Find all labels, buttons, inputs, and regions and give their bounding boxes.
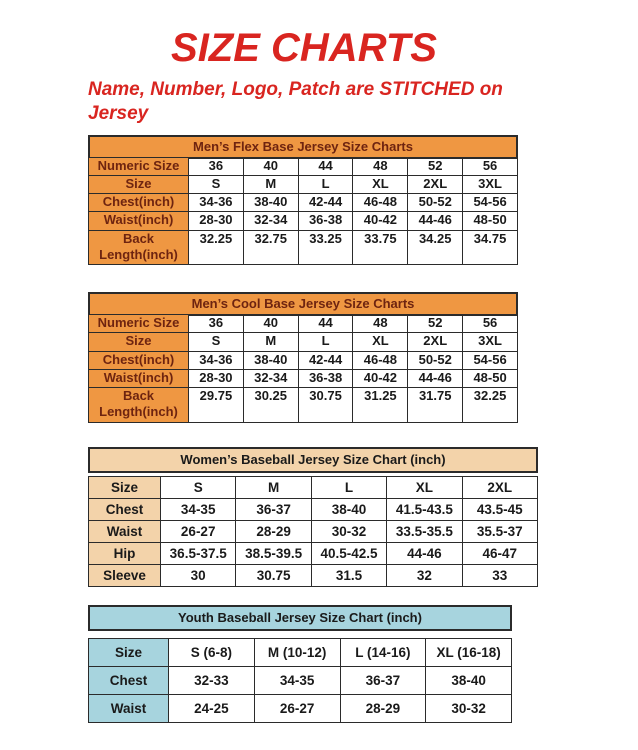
size-cell: 48	[353, 315, 408, 333]
table-row	[89, 315, 518, 333]
size-cell: 31.5	[311, 564, 386, 586]
size-cell: 3XL	[463, 333, 518, 351]
table-row	[89, 542, 538, 564]
size-cell: 30.25	[243, 388, 298, 423]
size-cell: 38-40	[311, 498, 386, 520]
size-cell: S (6-8)	[169, 638, 255, 666]
size-cell: XL	[353, 175, 408, 193]
size-cell: 33.25	[298, 230, 353, 265]
size-cell: 54-56	[463, 351, 518, 369]
size-cell: 34.25	[408, 230, 463, 265]
size-cell: M (10-12)	[254, 638, 340, 666]
size-cell: M	[243, 175, 298, 193]
size-cell: 32-34	[243, 369, 298, 387]
table-row	[89, 564, 538, 586]
chart-title-youth-baseball: Youth Baseball Jersey Size Chart (inch)	[88, 605, 512, 631]
size-cell: 40-42	[353, 369, 408, 387]
size-cell: 3XL	[463, 175, 518, 193]
size-cell: 31.75	[408, 388, 463, 423]
size-cell: 36-38	[298, 212, 353, 230]
size-cell: 29.75	[189, 388, 244, 423]
size-cell: L	[311, 476, 386, 498]
size-cell: 30.75	[298, 388, 353, 423]
size-cell: 40	[243, 315, 298, 333]
size-cell: 41.5-43.5	[387, 498, 462, 520]
size-cell: 36-38	[298, 369, 353, 387]
size-chart-womens-baseball	[88, 447, 538, 587]
table-row	[89, 666, 512, 694]
size-cell: 32-34	[243, 212, 298, 230]
size-cell: 34-35	[254, 666, 340, 694]
size-cell: 38-40	[243, 351, 298, 369]
size-cell: 33	[462, 564, 537, 586]
size-cell: 36-37	[340, 666, 426, 694]
size-cell: 34-36	[189, 194, 244, 212]
table-row	[89, 520, 538, 542]
size-cell: 31.25	[353, 388, 408, 423]
size-cell: XL	[353, 333, 408, 351]
size-cell: 34.75	[463, 230, 518, 265]
size-cell: 28-29	[340, 694, 426, 722]
row-label: Size	[89, 638, 169, 666]
row-label: Waist(inch)	[89, 212, 189, 230]
row-label: Waist(inch)	[89, 369, 189, 387]
size-cell: 2XL	[462, 476, 537, 498]
row-label: Size	[89, 333, 189, 351]
row-label: Size	[89, 476, 161, 498]
size-cell: 36	[189, 157, 244, 175]
row-label: Waist	[89, 694, 169, 722]
size-cell: 44	[298, 157, 353, 175]
table-row	[89, 388, 518, 423]
chart-title-mens-flex-base: Men’s Flex Base Jersey Size Charts	[88, 135, 518, 159]
size-cell: 30.75	[236, 564, 311, 586]
row-label: Back Length(inch)	[89, 388, 189, 423]
table-row	[89, 498, 538, 520]
size-table-mens-cool-base	[88, 314, 518, 423]
header	[88, 25, 520, 126]
size-cell: 2XL	[408, 333, 463, 351]
size-cell: 24-25	[169, 694, 255, 722]
size-cell: 40.5-42.5	[311, 542, 386, 564]
chart-title-mens-cool-base: Men’s Cool Base Jersey Size Charts	[88, 292, 518, 316]
size-cell: 38-40	[243, 194, 298, 212]
size-cell: 32-33	[169, 666, 255, 694]
size-cell: 44-46	[408, 212, 463, 230]
size-cell: 32.75	[243, 230, 298, 265]
size-cell: 50-52	[408, 351, 463, 369]
size-cell: 32.25	[189, 230, 244, 265]
size-cell: 54-56	[463, 194, 518, 212]
size-cell: XL	[387, 476, 462, 498]
size-cell: XL (16-18)	[426, 638, 512, 666]
size-cell: 52	[408, 315, 463, 333]
table-row	[89, 694, 512, 722]
size-cell: 2XL	[408, 175, 463, 193]
size-cell: 34-35	[161, 498, 236, 520]
size-cell: 43.5-45	[462, 498, 537, 520]
size-cell: 46-47	[462, 542, 537, 564]
page-title: SIZE CHARTS	[171, 26, 437, 70]
table-row	[89, 476, 538, 498]
size-cell: 46-48	[353, 194, 408, 212]
row-label: Hip	[89, 542, 161, 564]
row-label: Back Length(inch)	[89, 230, 189, 265]
size-cell: 44-46	[408, 369, 463, 387]
size-table-womens-baseball	[88, 476, 538, 587]
size-cell: 38-40	[426, 666, 512, 694]
size-cell: 28-30	[189, 212, 244, 230]
size-cell: L	[298, 333, 353, 351]
size-charts	[0, 135, 638, 723]
size-cell: L (14-16)	[340, 638, 426, 666]
row-label: Chest	[89, 666, 169, 694]
size-cell: 30-32	[426, 694, 512, 722]
chart-title-womens-baseball: Women’s Baseball Jersey Size Chart (inch)	[88, 447, 538, 473]
size-cell: 33.5-35.5	[387, 520, 462, 542]
size-cell: 32	[387, 564, 462, 586]
table-row	[89, 230, 518, 265]
row-label: Size	[89, 175, 189, 193]
size-cell: S	[189, 333, 244, 351]
size-cell: 30-32	[311, 520, 386, 542]
size-cell: 48-50	[463, 369, 518, 387]
size-cell: 36.5-37.5	[161, 542, 236, 564]
size-cell: 30	[161, 564, 236, 586]
size-cell: 56	[463, 315, 518, 333]
size-cell: 33.75	[353, 230, 408, 265]
size-cell: 28-30	[189, 369, 244, 387]
size-cell: 46-48	[353, 351, 408, 369]
size-cell: 42-44	[298, 351, 353, 369]
table-row	[89, 638, 512, 666]
row-label: Chest(inch)	[89, 194, 189, 212]
size-cell: 38.5-39.5	[236, 542, 311, 564]
size-cell: M	[243, 333, 298, 351]
size-cell: 48	[353, 157, 408, 175]
row-label: Waist	[89, 520, 161, 542]
size-cell: 26-27	[254, 694, 340, 722]
row-label: Numeric Size	[89, 157, 189, 175]
size-cell: 26-27	[161, 520, 236, 542]
size-cell: 48-50	[463, 212, 518, 230]
table-row	[89, 157, 518, 175]
size-chart-mens-cool-base	[88, 292, 518, 423]
size-cell: 50-52	[408, 194, 463, 212]
size-cell: 35.5-37	[462, 520, 537, 542]
table-row	[89, 351, 518, 369]
size-cell: M	[236, 476, 311, 498]
size-cell: 40	[243, 157, 298, 175]
row-label: Numeric Size	[89, 315, 189, 333]
table-row	[89, 194, 518, 212]
size-chart-youth-baseball	[88, 605, 512, 723]
row-label: Chest(inch)	[89, 351, 189, 369]
size-chart-mens-flex-base	[88, 135, 518, 266]
size-cell: 40-42	[353, 212, 408, 230]
size-cell: S	[189, 175, 244, 193]
table-row	[89, 369, 518, 387]
size-cell: 34-36	[189, 351, 244, 369]
size-cell: 36	[189, 315, 244, 333]
table-row	[89, 212, 518, 230]
size-cell: 52	[408, 157, 463, 175]
size-cell: 44	[298, 315, 353, 333]
size-cell: 42-44	[298, 194, 353, 212]
size-cell: S	[161, 476, 236, 498]
table-row	[89, 175, 518, 193]
size-cell: 44-46	[387, 542, 462, 564]
size-cell: 36-37	[236, 498, 311, 520]
page-subtitle: Name, Number, Logo, Patch are STITCHED on Jersey	[88, 79, 503, 124]
table-row	[89, 333, 518, 351]
size-cell: L	[298, 175, 353, 193]
size-table-mens-flex-base	[88, 157, 518, 266]
row-label: Sleeve	[89, 564, 161, 586]
row-label: Chest	[89, 498, 161, 520]
size-table-youth-baseball	[88, 638, 512, 723]
size-cell: 32.25	[463, 388, 518, 423]
size-cell: 28-29	[236, 520, 311, 542]
size-cell: 56	[463, 157, 518, 175]
